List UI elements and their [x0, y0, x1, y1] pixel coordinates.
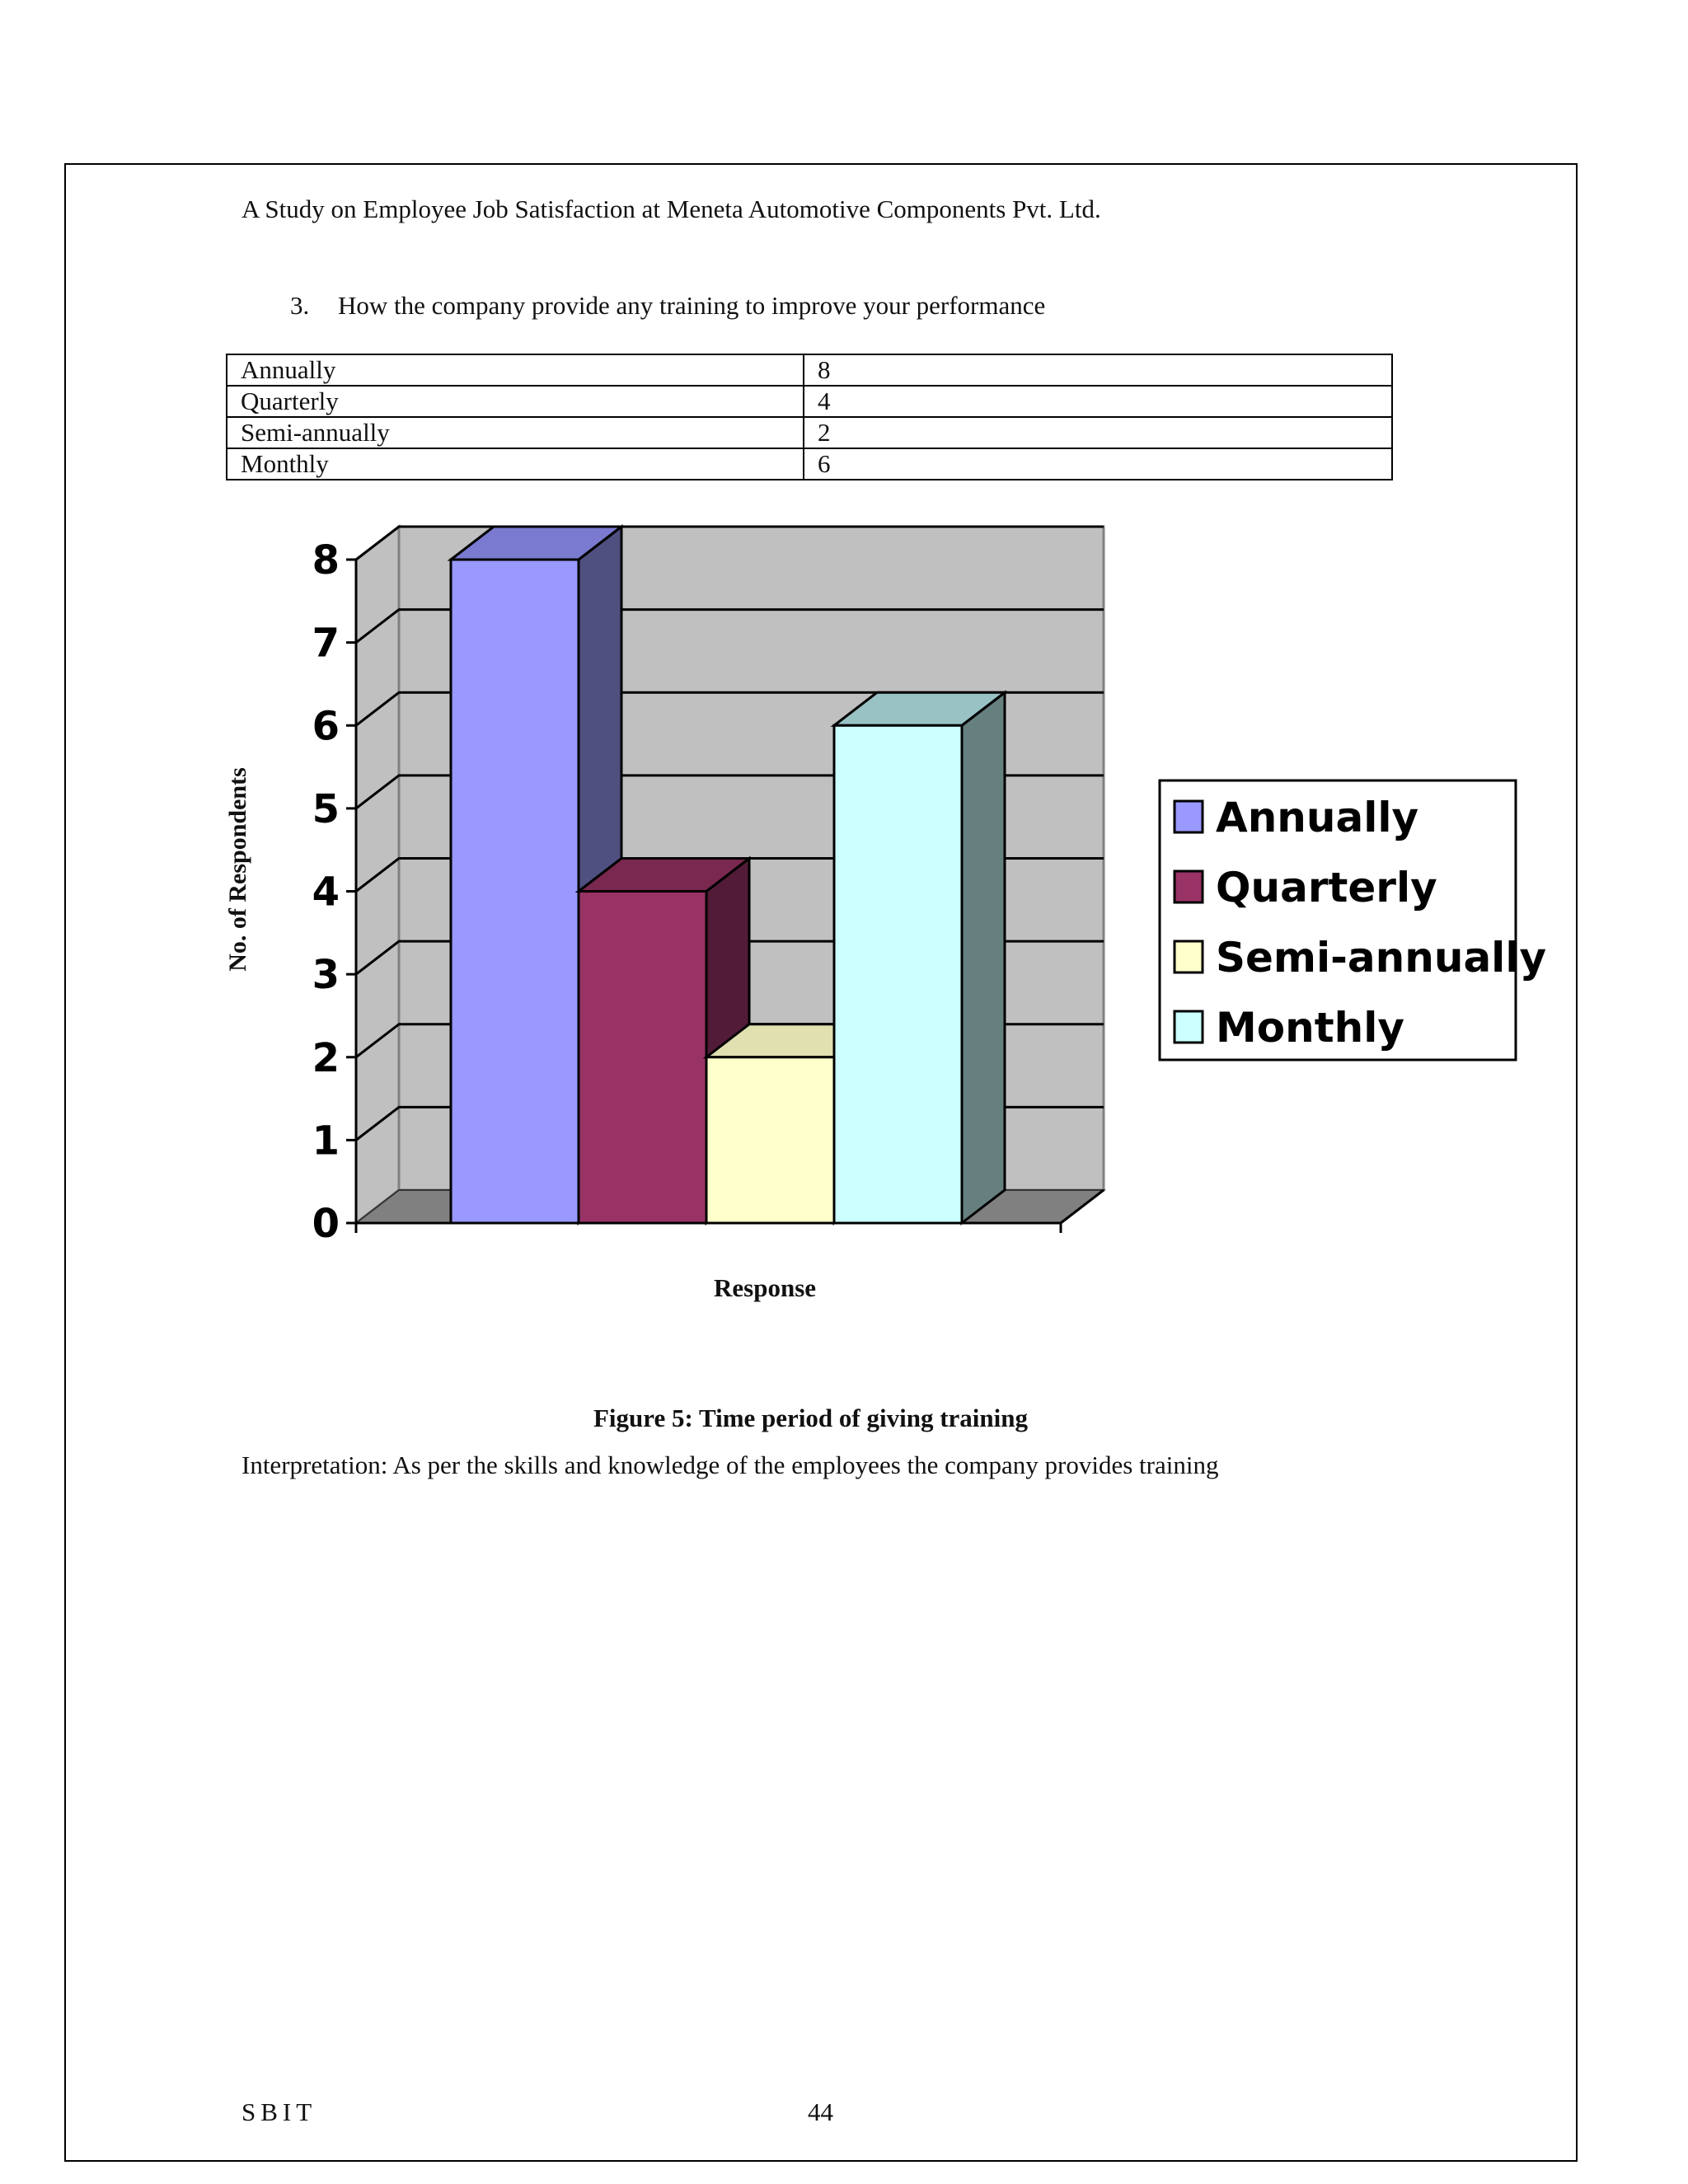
figure-caption: Figure 5: Time period of giving training	[593, 1404, 1028, 1432]
legend-swatch-quarterly	[1175, 871, 1203, 902]
question-text: How the company provide any training to improve your performance	[338, 291, 1046, 320]
bar-semi-annually	[706, 1057, 834, 1223]
running-header: A Study on Employee Job Satisfaction at Meneta Automotive Components Pvt. Ltd.	[241, 194, 1101, 223]
interpretation-text: Interpretation: As per the skills and knowledge of the employees the company provides training	[241, 1451, 1219, 1479]
legend-label: Annually	[1216, 794, 1419, 841]
bar-side-3	[962, 692, 1005, 1223]
y-axis-label: No. of Respondents	[224, 767, 251, 972]
y-tick-label: 8	[312, 537, 340, 583]
footer-institution: SBIT	[241, 2097, 317, 2126]
legend-swatch-annually	[1175, 801, 1203, 832]
legend-label: Semi-annually	[1216, 934, 1547, 982]
bar-monthly	[834, 725, 962, 1223]
y-tick-label: 1	[312, 1118, 340, 1165]
x-axis-label: Response	[714, 1273, 817, 1302]
page-number: 44	[808, 2097, 833, 2126]
table-cell-value: 4	[804, 386, 1392, 417]
y-tick-label: 0	[312, 1201, 340, 1247]
legend-label: Quarterly	[1216, 864, 1437, 912]
bar-annually	[451, 560, 579, 1223]
y-tick-label: 6	[312, 703, 340, 750]
y-tick-label: 2	[312, 1034, 340, 1081]
table-cell-label: Quarterly	[227, 386, 804, 417]
legend-swatch-monthly	[1175, 1011, 1203, 1043]
legend-label: Monthly	[1216, 1004, 1404, 1052]
question-number: 3.	[290, 291, 310, 320]
table-cell-label: Semi-annually	[227, 417, 804, 448]
table-cell-value: 6	[804, 448, 1392, 480]
y-tick-label: 4	[312, 869, 340, 916]
y-tick-label: 5	[312, 785, 340, 832]
y-tick-label: 7	[312, 620, 340, 667]
legend-swatch-semi-annually	[1175, 941, 1203, 972]
table-cell-value: 2	[804, 417, 1392, 448]
bar-quarterly	[579, 892, 706, 1224]
table-cell-label: Annually	[227, 354, 804, 386]
table-cell-label: Monthly	[227, 448, 804, 480]
y-tick-label: 3	[312, 952, 340, 999]
table-cell-value: 8	[804, 354, 1392, 386]
